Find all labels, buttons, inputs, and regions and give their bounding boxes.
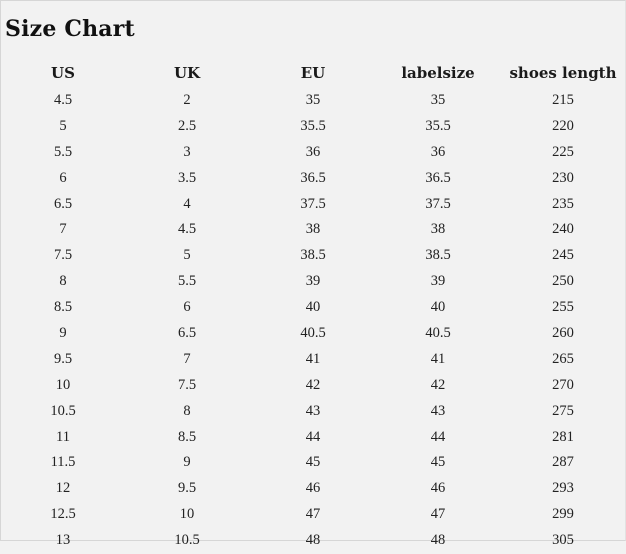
cell-uk: 2.5 xyxy=(177,117,197,134)
cell-shoes-length: 250 xyxy=(552,273,574,290)
cell-uk: 2 xyxy=(183,92,191,108)
cell-labelsize: 42 xyxy=(430,376,446,393)
cell-uk: 4 xyxy=(183,195,191,212)
cell-shoes-length: 260 xyxy=(552,325,574,342)
cell-shoes-length: 235 xyxy=(552,195,574,212)
column-header-us: US xyxy=(51,64,75,82)
cell-uk: 5 xyxy=(183,247,191,264)
table-row xyxy=(0,114,626,140)
cell-labelsize: 39 xyxy=(430,273,446,290)
cell-shoes-length: 287 xyxy=(552,454,574,471)
table-row xyxy=(0,528,626,554)
cell-us: 5.5 xyxy=(53,143,73,160)
cell-uk: 3.5 xyxy=(177,169,197,186)
cell-uk: 10 xyxy=(179,506,195,523)
size-chart-table xyxy=(0,60,626,554)
cell-shoes-length: 245 xyxy=(552,247,574,264)
table-row xyxy=(0,88,626,114)
cell-labelsize: 36 xyxy=(430,143,446,160)
table-row xyxy=(0,192,626,218)
cell-eu: 38.5 xyxy=(300,247,326,264)
cell-shoes-length: 281 xyxy=(552,428,574,445)
cell-shoes-length: 255 xyxy=(552,299,574,316)
cell-us: 8.5 xyxy=(53,299,73,316)
cell-shoes-length: 240 xyxy=(552,221,574,238)
table-row xyxy=(0,243,626,269)
cell-uk: 9 xyxy=(183,454,191,471)
table-row xyxy=(0,347,626,373)
cell-us: 7.5 xyxy=(53,247,73,264)
cell-eu: 35.5 xyxy=(300,117,326,134)
cell-eu: 44 xyxy=(305,428,321,445)
cell-eu: 37.5 xyxy=(300,195,326,212)
cell-eu: 48 xyxy=(305,532,321,549)
cell-us: 10 xyxy=(55,376,71,393)
cell-shoes-length: 305 xyxy=(552,532,574,549)
table-row xyxy=(0,217,626,243)
cell-us: 6 xyxy=(59,169,67,186)
cell-us: 8 xyxy=(59,273,67,290)
cell-us: 10.5 xyxy=(50,402,76,419)
table-header-row xyxy=(0,60,626,88)
cell-uk: 6 xyxy=(183,299,191,316)
cell-shoes-length: 230 xyxy=(552,169,574,186)
table-row xyxy=(0,399,626,425)
cell-eu: 36.5 xyxy=(300,169,326,186)
cell-eu: 46 xyxy=(305,480,321,497)
cell-eu: 41 xyxy=(305,350,321,367)
table-row xyxy=(0,425,626,451)
cell-labelsize: 41 xyxy=(430,350,446,367)
cell-labelsize: 35.5 xyxy=(425,117,451,134)
cell-us: 9.5 xyxy=(53,350,73,367)
cell-shoes-length: 265 xyxy=(552,350,574,367)
cell-us: 12 xyxy=(55,480,71,497)
cell-eu: 43 xyxy=(305,402,321,419)
cell-eu: 40.5 xyxy=(300,325,326,342)
table-row xyxy=(0,140,626,166)
cell-eu: 35 xyxy=(305,92,321,108)
cell-us: 11.5 xyxy=(50,454,76,471)
cell-shoes-length: 275 xyxy=(552,402,574,419)
cell-labelsize: 44 xyxy=(430,428,446,445)
cell-labelsize: 46 xyxy=(430,480,446,497)
cell-uk: 9.5 xyxy=(177,480,197,497)
cell-shoes-length: 299 xyxy=(552,506,574,523)
cell-labelsize: 37.5 xyxy=(425,195,451,212)
table-row xyxy=(0,321,626,347)
cell-labelsize: 35 xyxy=(430,92,446,108)
table-row xyxy=(0,450,626,476)
cell-eu: 45 xyxy=(305,454,321,471)
cell-shoes-length: 215 xyxy=(552,92,574,108)
table-row xyxy=(0,166,626,192)
cell-uk: 7.5 xyxy=(177,376,197,393)
cell-us: 13 xyxy=(55,532,71,549)
cell-eu: 38 xyxy=(305,221,321,238)
cell-eu: 36 xyxy=(305,143,321,160)
table-row xyxy=(0,502,626,528)
cell-eu: 42 xyxy=(305,376,321,393)
column-header-shoes-length: shoes length xyxy=(509,64,617,82)
cell-us: 11 xyxy=(56,428,70,445)
cell-us: 7 xyxy=(59,221,67,238)
cell-labelsize: 47 xyxy=(430,506,446,523)
cell-uk: 8.5 xyxy=(177,428,197,445)
cell-uk: 7 xyxy=(183,350,191,367)
column-header-uk: UK xyxy=(173,64,201,82)
cell-uk: 6.5 xyxy=(177,325,197,342)
cell-shoes-length: 270 xyxy=(552,376,574,393)
column-header-labelsize: labelsize xyxy=(401,64,475,82)
cell-shoes-length: 220 xyxy=(552,117,574,134)
cell-labelsize: 45 xyxy=(430,454,446,471)
cell-eu: 39 xyxy=(305,273,321,290)
cell-labelsize: 38.5 xyxy=(425,247,451,264)
cell-labelsize: 38 xyxy=(430,221,446,238)
cell-eu: 40 xyxy=(305,299,321,316)
cell-labelsize: 36.5 xyxy=(425,169,451,186)
cell-us: 5 xyxy=(59,117,67,134)
cell-shoes-length: 293 xyxy=(552,480,574,497)
page-title: Size Chart xyxy=(5,16,135,42)
table-body xyxy=(0,88,626,554)
cell-us: 6.5 xyxy=(53,195,73,212)
cell-eu: 47 xyxy=(305,506,321,523)
cell-uk: 10.5 xyxy=(174,532,200,549)
table-row xyxy=(0,373,626,399)
cell-uk: 3 xyxy=(183,143,191,160)
column-header-eu: EU xyxy=(300,64,326,82)
cell-labelsize: 43 xyxy=(430,402,446,419)
cell-uk: 8 xyxy=(183,402,191,419)
cell-us: 12.5 xyxy=(50,506,76,523)
cell-us: 4.5 xyxy=(53,92,73,108)
cell-labelsize: 40.5 xyxy=(425,325,451,342)
table-row xyxy=(0,476,626,502)
table-row xyxy=(0,295,626,321)
cell-uk: 5.5 xyxy=(177,273,197,290)
cell-labelsize: 40 xyxy=(430,299,446,316)
table-row xyxy=(0,269,626,295)
cell-uk: 4.5 xyxy=(177,221,197,238)
cell-shoes-length: 225 xyxy=(552,143,574,160)
cell-us: 9 xyxy=(59,325,67,342)
cell-labelsize: 48 xyxy=(430,532,446,549)
